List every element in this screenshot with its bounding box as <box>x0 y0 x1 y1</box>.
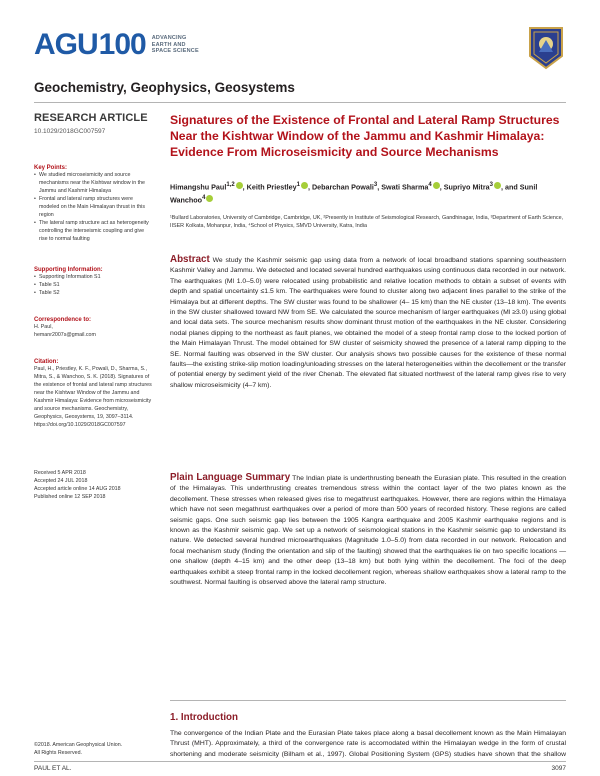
author-name[interactable]: Sunil Wanchoo <box>170 182 538 205</box>
dates-block <box>34 469 154 501</box>
pls-text: The Indian plate is underthrusting beneath the Eurasian plate. This resulted in the creation of the Himalayas. This underthrusting creates tremendous stress within the contact layer of the two plates known as the decollement. These stresses when released gives rise to megathrust earthquakes. However, there are regions within the Himalaya which have not seen megathrust earthquakes over a period of more than 500 years of recorded history. These regions are called seismic gaps. One such seismic gap lies between the 1905 Kangra earthquake and 2005 Kashmir earthquake regions and is known as the Kashmir seismic gap. We set up a network of seismological stations in the Kashmir seismic gap to understand its nature. We detected several hundred microearthquakes (Magnitude 1.0–5.0) from data recorded in our network. Relocation and focal mechanism study (finding the orientation and slip of the faulting) showed that the earthquakes lie on two specific locations —one shallow (depth 4–15 km) and the other deep (13–18 km) but both lying within the decollement. The foci of the deep earthquakes exhibit a steep frontal ramp in the locked decollement region, whereas shallow earthquakes show a lateral ramp to the southwest. Normal faulting is observed above the lateral ramp structure. <box>170 475 567 587</box>
correspondence-name: H. Paul, <box>34 324 53 330</box>
doi-link[interactable]: 10.1029/2018GC007597 <box>34 128 106 135</box>
key-point-item: • We studied microseismicity and source mechanisms near the Kishtwar window in the Jammu and Kashmir Himalaya <box>34 171 154 195</box>
section-divider <box>170 700 566 701</box>
article-type: RESEARCH ARTICLE <box>34 112 148 124</box>
logo-tag-line: ADVANCING <box>151 35 187 42</box>
logo-100-text: 100 <box>98 28 146 61</box>
introduction-heading: 1. Introduction <box>170 712 239 723</box>
header-divider <box>34 102 566 103</box>
abstract-text: We study the Kashmir seismic gap using data from a network of local broadband stations spanning southeastern Kashmir Valley and Jammu. We detected and located several hundred earthquakes using continuous data recorded in our network. The earthquakes (Ml 1.0–5.0) were relocated using probabilistic and relative location methods to obtain a subset of events with depth and spatial uncertainty ≤1.5 km. The earthquakes were found to cluster along two adjacent lines parallel to the strike of the Himalaya but at different depths. The SW cluster was found to be shallower (4– 15 km) than the NE cluster (13–18 km). The events in the SW cluster shallowed toward NW from SE. We calculated the source mechanism of larger earthquakes (Ml ≥3.0) using global and local data sets. The source mechanism results show dominant thrust motion of the earthquakes in the NE cluster. Considering nodal planes dipping to the northeast as fault planes, we obtained the model of a steep frontal ramp close to the locked portion of the Main Himalayan Thrust. The model obtained for SW cluster of seismicity showed the presence of a lateral ramp dipping to the SE. Normal faulting was observed in the SW cluster. Our analysis shows two possible causes for the existence of these normal faults—the existing strike-slip motion loading/unloading stresses on the lateral heterogeneities within the decollement or the transfer of potential energy by sediment yield of the river Chenab. The elevated flat situated northwest of the lateral ramp gives rise to very shallow microseismicity (4–7 km). <box>170 257 566 389</box>
plain-language-summary-section <box>170 473 566 588</box>
author-affil-sup: 3 <box>489 182 493 188</box>
rights-line: All Rights Reserved. <box>34 749 82 756</box>
abstract-heading: Abstract <box>170 254 210 265</box>
page-number: 3097 <box>551 765 566 772</box>
author-affil-sup: 4 <box>428 182 432 188</box>
logo-agu-text: AGU <box>34 28 98 61</box>
author-name[interactable]: Himangshu Paul <box>170 182 227 192</box>
orcid-icon[interactable] <box>301 182 308 189</box>
introduction-text: The convergence of the Indian Plate and the Eurasian Plate takes place along a basal decollement known as the Main Himalayan Thrust (MHT). Approximately, a third of the convergence rate is accomodated within the Himalayan wedge in the form of crustal shortening and moderate seismicity (Bilham et al., 1997). Global Positioning System (GPS) studies have shown that the shallow <box>170 730 566 758</box>
key-points-list <box>34 171 154 243</box>
key-point-item: • The lateral ramp structure act as heterogeneity controlling the interseismic coupling and give rise to normal faulting <box>34 219 154 243</box>
author-name[interactable]: Swati Sharma <box>381 182 429 192</box>
orcid-icon[interactable] <box>206 195 213 202</box>
citation-heading: Citation: <box>34 359 59 365</box>
citation-text: Paul, H., Priestley, K. F., Powali, D., Sharma, S., Mitra, S., & Wanchoo, S. K. (2018). Signatures of the existence of frontal and lateral ramp structures near the Kishtwar Window of the Jammu and Kashmir Himalaya: Evidence from microseismicity and source mechanisms. Geochemistry, Geophysics, Geosystems, 19, 3097–3114. https://doi.org/10.1029/2018GC007597 <box>34 366 152 428</box>
journal-name: Geochemistry, Geophysics, Geosystems <box>34 80 295 95</box>
copyright-notice <box>34 742 154 757</box>
logo-tagline <box>152 35 199 55</box>
pls-heading: Plain Language Summary <box>170 472 291 483</box>
sidebar <box>34 112 154 501</box>
author-name[interactable]: Keith Priestley <box>246 182 297 192</box>
author-list: Himangshu Paul$^{1,2}$ , Keith Priestley$^1$ , Debarchan Powali$^3$, Swati Sharma$^4$ , Supriyo Mitra$^3$ , and Sunil Wanchoo$^4$ <box>170 182 538 205</box>
correspondence-email[interactable]: hemanr2007s@gmail.com <box>34 332 96 338</box>
author-affil-sup: 1,2 <box>226 182 235 188</box>
affiliations: ¹Bullard Laboratories, University of Cambridge, Cambridge, UK, ²Presently in Institute of Seismological Research, Gandhinagar, India, ³Department of Earth Science, IISER Kolkata, Mohanpur, India, ⁴School of Physics, SMVD University, Katra, India <box>170 214 564 230</box>
supporting-info-list <box>34 273 154 297</box>
received-date: Received 5 APR 2018 <box>34 470 86 476</box>
key-points-heading: Key Points: <box>34 165 68 171</box>
journal-seal-icon <box>526 26 566 70</box>
author-affil-sup: 4 <box>202 194 206 201</box>
orcid-icon[interactable] <box>236 182 243 189</box>
supporting-info-link[interactable]: • Table S1 <box>34 281 154 289</box>
author-affil-sup: 1 <box>296 182 300 188</box>
author-name[interactable]: Debarchan Powali <box>311 182 374 192</box>
abstract-section <box>170 255 566 391</box>
logo-tag-line: EARTH AND <box>151 41 186 48</box>
logo-tag-line: SPACE SCIENCE <box>151 48 199 55</box>
key-point-item: • Frontal and lateral ramp structures were modeled on the Main Himalayan thrust in this region <box>34 195 154 219</box>
orcid-icon[interactable] <box>433 182 440 189</box>
published-date: Published online 12 SEP 2018 <box>34 494 106 500</box>
author-name[interactable]: Supriyo Mitra <box>443 182 490 192</box>
supporting-info-heading: Supporting Information: <box>34 267 103 273</box>
supporting-info-link[interactable]: • Table S2 <box>34 289 154 297</box>
masthead <box>34 26 574 70</box>
article-header <box>170 112 566 231</box>
agu-logo[interactable] <box>34 30 199 60</box>
footer-divider <box>34 761 566 762</box>
accepted-date: Accepted 24 JUL 2018 <box>34 478 88 484</box>
supporting-info-link[interactable]: • Supporting Information S1 <box>34 273 154 281</box>
correspondence-heading: Correspondence to: <box>34 317 92 323</box>
article-title: Signatures of the Existence of Frontal and Lateral Ramp Structures Near the Kishtwar Window of the Jammu and Kashmir Himalaya: Evidence From Microseismicity and Source Mechanisms <box>170 113 560 159</box>
orcid-icon[interactable] <box>494 182 501 189</box>
author-affil-sup: 3 <box>373 182 378 188</box>
footer-authors: PAUL ET AL. <box>34 765 72 772</box>
accepted-online-date: Accepted article online 14 AUG 2018 <box>34 486 121 492</box>
copyright-line: ©2018. American Geophysical Union. <box>34 742 123 748</box>
